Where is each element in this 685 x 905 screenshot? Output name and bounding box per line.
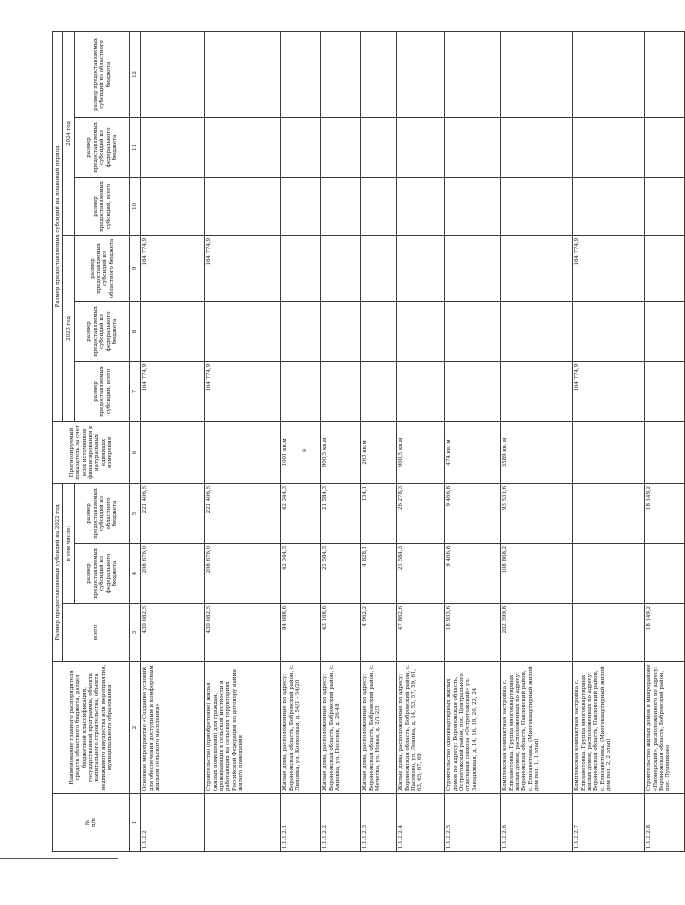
- header-year-2023: 2023 год: [63, 235, 75, 421]
- cell-total-2023: [360, 361, 396, 421]
- cell-total-2023: [644, 361, 684, 421]
- cell-total-2022: 84 688,6: [280, 603, 320, 661]
- rotated-page: [52, 32, 672, 852]
- table-row: [204, 31, 280, 851]
- cell-fed-2022: [644, 543, 684, 603]
- header-obl-2022: размер предоставляемых субсидий из областного бюджета: [75, 483, 130, 543]
- cell-fed-2023: [500, 301, 572, 361]
- cell-capacity: 474 кв. м: [444, 421, 500, 483]
- cell-fed-2023: [572, 301, 644, 361]
- cell-obl-2023: [644, 235, 684, 301]
- row-name: Строительство (приобретение) жилья (жилых помещений) для граждан, проживающих в сельской местности и работающих на сельских территориях Российской Федерации по договору найма жилого помещения: [204, 661, 280, 793]
- table-row: [572, 31, 644, 851]
- subsidy-table: [52, 31, 685, 852]
- column-number: 3: [130, 603, 140, 661]
- row-code: 1.1.1.2.4: [396, 793, 444, 851]
- table-row: [644, 31, 684, 851]
- column-number: 6: [130, 421, 140, 483]
- cell-capacity: [140, 421, 204, 483]
- cell-fed-2022: 4 828,1: [360, 543, 396, 603]
- cell-total-2024: [572, 177, 644, 235]
- cell-total-2023: [320, 361, 360, 421]
- row-code: 1.1.1.2.1: [280, 793, 320, 851]
- column-number: 10: [130, 177, 140, 235]
- cell-capacity: 1001 кв.м: [280, 421, 320, 483]
- cell-obl-2022: 42 344,3: [280, 483, 320, 543]
- cell-obl-2024: [396, 31, 444, 117]
- cell-obl-2024: [140, 31, 204, 117]
- table-row: [360, 31, 396, 851]
- cell-obl-2023: [320, 235, 360, 301]
- cell-obl-2023: 164 774,9: [204, 235, 280, 301]
- header-total-2022: всего: [63, 603, 130, 661]
- cell-obl-2023: [280, 235, 320, 301]
- header-fed-2022: размер предоставляемых субсидий из федерального бюджета: [75, 543, 130, 603]
- row-name: Жилые дома, расположенные по адресу: Воронежская область, Бобровский район, с. Анновка, ул. Поселок, д. 26-48: [320, 661, 360, 793]
- cell-fed-2022: 9 466,8: [444, 543, 500, 603]
- cell-fed-2024: [644, 117, 684, 177]
- cell-obl-2022: 93 531,6: [500, 483, 572, 543]
- cell-total-2022: 47 862,6: [396, 603, 444, 661]
- cell-total-2023: 164 774,9: [140, 361, 204, 421]
- header-capacity: Прогнозируемый показатель за счет всех источников финансирования в натуральных единицах измерения: [53, 421, 130, 483]
- cell-obl-2022: 18 149,2: [644, 483, 684, 543]
- cell-total-2022: 430 082,5: [140, 603, 204, 661]
- cell-obl-2023: 164 774,9: [140, 235, 204, 301]
- cell-fed-2024: [396, 117, 444, 177]
- cell-obl-2024: [204, 31, 280, 117]
- cell-fed-2024: [320, 117, 360, 177]
- cell-fed-2024: [444, 117, 500, 177]
- header-fed-2024: размер предоставляемых субсидий из федерального бюджета: [75, 117, 130, 177]
- row-code: 1.1.1.2.8: [644, 793, 684, 851]
- corner-rule: [0, 858, 118, 859]
- column-number: 1: [130, 793, 140, 851]
- table-row: [444, 31, 500, 851]
- cell-obl-2022: 26 278,3: [396, 483, 444, 543]
- table-row: [320, 31, 360, 851]
- cell-obl-2023: [360, 235, 396, 301]
- cell-obl-2023: [396, 235, 444, 301]
- cell-total-2022: 18 149,2: [644, 603, 684, 661]
- cell-fed-2023: [204, 301, 280, 361]
- row-code: 1.1.1.2: [140, 793, 204, 851]
- cell-total-2023: [500, 361, 572, 421]
- cell-fed-2023: [644, 301, 684, 361]
- cell-capacity: 3589 кв. м: [500, 421, 572, 483]
- header-total-2024: размер предоставляемых субсидий, всего: [75, 177, 130, 235]
- cell-total-2024: [204, 177, 280, 235]
- cell-total-2022: 43 168,6: [320, 603, 360, 661]
- column-number-row: [130, 31, 140, 851]
- cell-total-2024: [320, 177, 360, 235]
- row-name: Основное мероприятие «Создание условий для обеспечения доступным и комфортным жильем сельского населения»: [140, 661, 204, 793]
- cell-fed-2023: [444, 301, 500, 361]
- row-code: 1.1.1.2.3: [360, 793, 396, 851]
- cell-total-2022: [572, 603, 644, 661]
- cell-fed-2024: [204, 117, 280, 177]
- row-code: [204, 793, 280, 851]
- table-header: [53, 31, 130, 851]
- cell-total-2022: 4 962,2: [360, 603, 396, 661]
- cell-fed-2022: 21 584,3: [396, 543, 444, 603]
- header-total-2023: размер предоставляемых субсидий, всего: [75, 361, 130, 421]
- cell-total-2022: 202 399,8: [500, 603, 572, 661]
- header-obl-2024: размер предоставляемых субсидий из областного бюджета: [75, 31, 130, 117]
- column-number: 12: [130, 31, 140, 117]
- cell-fed-2023: [360, 301, 396, 361]
- header-subsidy-2022: Размер предоставляемых субсидий на 2022 год: [53, 483, 63, 661]
- cell-total-2024: [280, 177, 320, 235]
- cell-fed-2022: 208 676,0: [140, 543, 204, 603]
- table-row: [396, 31, 444, 851]
- cell-obl-2023: [444, 235, 500, 301]
- header-fed-2023: размер предоставляемых субсидий из федерального бюджета: [75, 301, 130, 361]
- cell-fed-2024: [140, 117, 204, 177]
- cell-obl-2024: [644, 31, 684, 117]
- header-name: Наименование главного распорядителя средств областного бюджета, раздел бюджетной классификации, государственной программы, объекта капитального строительства, объекта недвижимого имущества или мероприятия, муниципального образования: [53, 661, 130, 793]
- cell-fed-2024: [500, 117, 572, 177]
- cell-obl-2022: 134,1: [360, 483, 396, 543]
- cell-total-2023: [396, 361, 444, 421]
- cell-total-2022: 18 933,6: [444, 603, 500, 661]
- column-number: 4: [130, 543, 140, 603]
- column-number: 5: [130, 483, 140, 543]
- row-code: 1.1.1.2.5: [444, 793, 500, 851]
- header-obl-2023: размер предоставляемых субсидий из областного бюджета: [75, 235, 130, 301]
- cell-obl-2022: 21 584,3: [320, 483, 360, 543]
- cell-fed-2022: 108 868,2: [500, 543, 572, 603]
- cell-obl-2022: 9 466,8: [444, 483, 500, 543]
- row-name: Жилые дома, расположенные по адресу: Воронежская область, Бобровский район, с. Липовка, ул. Колхозная, д. 54/1 - 54/20: [280, 661, 320, 793]
- cell-obl-2024: [320, 31, 360, 117]
- cell-obl-2022: 221 406,5: [204, 483, 280, 543]
- cell-fed-2022: 21 584,3: [320, 543, 360, 603]
- table-row: [500, 31, 572, 851]
- cell-fed-2023: [280, 301, 320, 361]
- column-number: 8: [130, 301, 140, 361]
- cell-fed-2023: [320, 301, 360, 361]
- cell-obl-2024: [280, 31, 320, 117]
- column-number: 2: [130, 661, 140, 793]
- cell-obl-2024: [444, 31, 500, 117]
- row-name: Жилые дома, расположенные по адресу: Воронежская область, Бобровский район, с. Мечетка, ул. Новая, д. 2/1-2/3: [360, 661, 396, 793]
- cell-total-2022: 430 082,5: [204, 603, 280, 661]
- cell-capacity: 263 кв.м: [360, 421, 396, 483]
- cell-fed-2023: [396, 301, 444, 361]
- cell-obl-2024: [572, 31, 644, 117]
- cell-total-2024: [360, 177, 396, 235]
- cell-total-2023: 164 774,9: [204, 361, 280, 421]
- cell-obl-2023: [500, 235, 572, 301]
- row-code: 1.1.1.2.6: [500, 793, 572, 851]
- header-no: № п/п: [53, 793, 130, 851]
- cell-fed-2024: [572, 117, 644, 177]
- row-name: Строительство одноквартирных жилых домов по адресу: Воронежская область, Острогожский район, пос. Центрального отделения совхоза «Острогожский» ул. Заводяжная, д. 14, 16, 18, 20, 22, 24: [444, 661, 500, 793]
- header-incl: в том числе:: [63, 483, 75, 603]
- row-name: Комплексная компактная застройка с. Елизаветовка. Группа многоквартирных жилых домов, расположенных по адресу: Воронежская область, Павловский район, с. Елизаветовка. (Многоквартирный жилой дом поз. 1, 1 этап): [500, 661, 572, 793]
- cell-total-2023: 164 774,9: [572, 361, 644, 421]
- cell-capacity: 900,5 кв.м: [320, 421, 360, 483]
- row-name: Жилые дома, расположенные по адресу: Воронежская область, Бобровский район, с. Пасеково, ул. Ленина, д. 14, 53, 57, 59, 61, 63, 65, 67, 69: [396, 661, 444, 793]
- cell-capacity: [572, 421, 644, 483]
- column-number: 11: [130, 117, 140, 177]
- cell-total-2023: [280, 361, 320, 421]
- header-year-2024: 2024 год: [63, 31, 75, 235]
- cell-obl-2024: [500, 31, 572, 117]
- cell-fed-2023: [140, 301, 204, 361]
- cell-total-2023: [444, 361, 500, 421]
- cell-fed-2024: [360, 117, 396, 177]
- cell-capacity: 900,5 кв.м: [396, 421, 444, 483]
- cell-obl-2022: 221 406,5: [140, 483, 204, 543]
- cell-total-2024: [444, 177, 500, 235]
- cell-total-2024: [140, 177, 204, 235]
- cell-fed-2024: [280, 117, 320, 177]
- cell-obl-2024: [360, 31, 396, 117]
- cell-capacity: [204, 421, 280, 483]
- row-name: Комплексная компактная застройка с. Елизаветовка. Группа многоквартирных жилых домов, расположенных по адресу: Воронежская область, Павловский район, с. Елизаветовка. (Многоквартирный жилой дом поз. 2, 2 этап): [572, 661, 644, 793]
- header-plan-period: Размер предоставляемых субсидий на плановый период: [53, 31, 63, 421]
- row-code: 1.1.1.2.7: [572, 793, 644, 851]
- cell-total-2024: [644, 177, 684, 235]
- cell-obl-2023: 164 774,9: [572, 235, 644, 301]
- cell-fed-2022: 208 676,0: [204, 543, 280, 603]
- table-row: [140, 31, 204, 851]
- column-number: 7: [130, 361, 140, 421]
- row-name: Строительство жилых домов в микрорайоне «Пионерский», расположенного по адресу: Воронежская область, Бобровский район, пос. Лушниково: [644, 661, 684, 793]
- cell-fed-2022: [572, 543, 644, 603]
- cell-total-2024: [500, 177, 572, 235]
- table-row: [280, 31, 320, 851]
- cell-total-2024: [396, 177, 444, 235]
- cell-capacity: [644, 421, 684, 483]
- cell-obl-2022: [572, 483, 644, 543]
- cell-fed-2022: 42 344,3: [280, 543, 320, 603]
- row-code: 1.1.1.2.2: [320, 793, 360, 851]
- column-number: 9: [130, 235, 140, 301]
- page-number: 8: [302, 448, 308, 452]
